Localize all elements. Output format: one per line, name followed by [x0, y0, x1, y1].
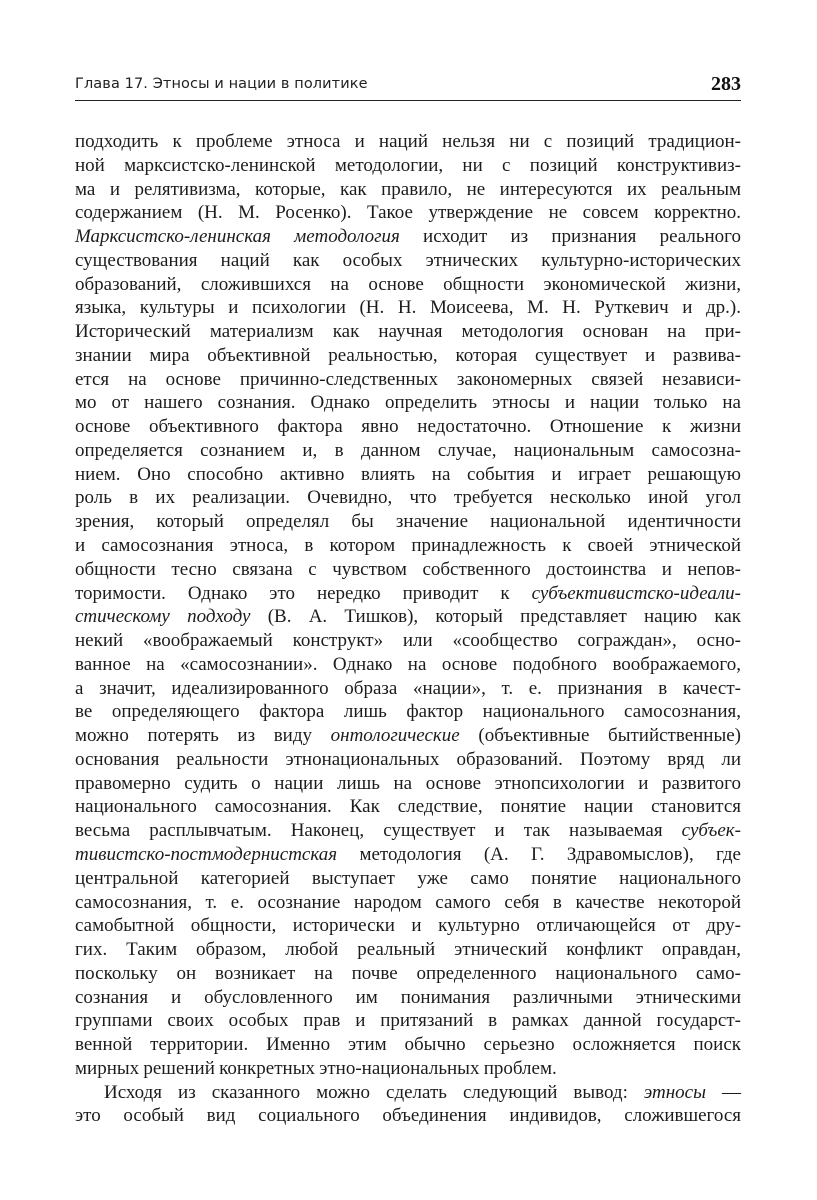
text-run: торимости. Однако это нередко приводит к [75, 582, 532, 604]
text-line [75, 391, 741, 415]
text-run: определяется сознанием и, в данном случае, национальным самосозна- [75, 439, 741, 461]
text-line [75, 296, 741, 320]
text-line [75, 986, 741, 1010]
text-run: основе объективного фактора явно недостаточно. Отношение к жизни [75, 416, 741, 438]
text-line [75, 1033, 741, 1057]
italic-term: Марксистско-ленинская методология [75, 226, 400, 248]
text-run: нием. Оно способно активно влиять на события и играет решающую [75, 463, 741, 485]
text-line [75, 320, 741, 344]
text-line [75, 629, 741, 653]
italic-term: тивистско-постмодернистская [75, 843, 338, 865]
text-run: Исторический материализм как научная методология основан на при- [75, 321, 741, 343]
text-line [75, 1081, 741, 1105]
text-line [75, 605, 741, 629]
text-line [75, 225, 741, 249]
text-line [75, 677, 741, 701]
text-line [75, 463, 741, 487]
text-run: подходить к проблеме этноса и наций нельзя ни с позиций традицион- [75, 131, 741, 152]
running-head [75, 74, 741, 101]
italic-term: субъективистско-идеали- [531, 582, 741, 604]
text-line [75, 795, 741, 819]
text-line [75, 534, 741, 558]
text-run: самосознания, т. е. осознание народом самого себя в качестве некоторой [75, 891, 741, 913]
text-line [75, 1057, 741, 1081]
chapter-title: Глава 17. Этносы и нации в политике [75, 76, 368, 92]
text-run: ется на основе причинно-следственных закономерных связей независи- [75, 368, 741, 390]
text-run: гих. Таким образом, любой реальный этнический конфликт оправдан, [75, 939, 741, 961]
text-run: — [705, 1081, 741, 1103]
text-run: а значит, идеализированного образа «нации», т. е. признания в качест- [75, 677, 741, 699]
text-run: самобытной общности, исторически и культурно отличающейся от дру- [75, 915, 741, 937]
text-run: группами своих особых прав и притязаний в рамках данной государст- [75, 1010, 741, 1032]
text-line [75, 1009, 741, 1033]
text-run: исходит из признания реального [399, 226, 741, 248]
text-run: сознания и обусловленного им понимания различными этническими [75, 986, 741, 1008]
text-run: мирных решений конкретных этно-национальных проблем. [75, 1057, 557, 1079]
text-run: (В. А. Тишков), который представляет нацию как [250, 606, 741, 628]
page-number: 283 [711, 73, 741, 95]
text-line [75, 819, 741, 843]
text-line [75, 273, 741, 297]
text-run: центральной категорией выступает уже само понятие национального [75, 867, 741, 889]
text-line [75, 748, 741, 772]
text-line [75, 510, 741, 534]
text-run: можно потерять из виду [75, 725, 331, 747]
text-line [75, 891, 741, 915]
italic-term: онтологические [330, 725, 460, 747]
body-text [75, 130, 741, 1128]
text-line [75, 772, 741, 796]
text-line [75, 867, 741, 891]
text-line [75, 486, 741, 510]
text-run: общности тесно связана с чувством собственного достоинства и непов- [75, 558, 741, 580]
text-line [75, 1104, 741, 1128]
text-line [75, 914, 741, 938]
text-line [75, 154, 741, 178]
text-run: это особый вид социального объединения индивидов, сложившегося [75, 1105, 741, 1127]
text-line [75, 962, 741, 986]
text-line [75, 724, 741, 748]
text-line [75, 938, 741, 962]
text-line [75, 344, 741, 368]
text-run: поскольку он возникает на почве определенного национального само- [75, 962, 741, 984]
text-line [75, 249, 741, 273]
text-run: венной территории. Именно этим обычно серьезно осложняется поиск [75, 1034, 741, 1056]
text-run: зрения, который определял бы значение национальной идентичности [75, 511, 741, 533]
italic-term: этносы [643, 1081, 706, 1103]
text-run: ванное на «самосознании». Однако на основе подобного воображаемого, [75, 653, 741, 675]
text-run: образований, сложившихся на основе общности экономической жизни, [75, 273, 741, 295]
text-run: мо от нашего сознания. Однако определить этносы и нации только на [75, 392, 741, 414]
text-run: языка, культуры и психологии (Н. Н. Моисеева, М. Н. Руткевич и др.). [75, 297, 741, 319]
text-run: знании мира объективной реальностью, которая существует и развива- [75, 344, 741, 366]
text-line [75, 558, 741, 582]
text-run: Исходя из сказанного можно сделать следующий вывод: [104, 1081, 644, 1103]
text-run: существования наций как особых этнических культурно-исторических [75, 249, 741, 271]
text-line [75, 582, 741, 606]
text-line [75, 178, 741, 202]
text-run: (объективные бытийственные) [459, 725, 742, 747]
text-run: основания реальности этнонациональных образований. Поэтому вряд ли [75, 748, 741, 770]
text-line [75, 843, 741, 867]
text-line [75, 700, 741, 724]
text-line [75, 201, 741, 225]
text-run: национального самосознания. Как следствие, понятие нации становится [75, 796, 741, 818]
italic-term: стическому подходу [75, 606, 251, 628]
text-line [75, 130, 741, 154]
text-line [75, 439, 741, 463]
text-run: роль в их реализации. Очевидно, что требуется несколько иной угол [75, 487, 741, 509]
text-line [75, 368, 741, 392]
text-run: весьма расплывчатым. Наконец, существует и так называемая [75, 820, 682, 842]
text-run: и самосознания этноса, в котором принадлежность к своей этнической [75, 535, 741, 557]
text-line [75, 653, 741, 677]
italic-term: субъек- [681, 820, 741, 842]
text-run: содержанием (Н. М. Росенко). Такое утверждение не совсем корректно. [75, 202, 741, 224]
text-run: методология (А. Г. Здравомыслов), где [337, 843, 741, 865]
text-run: ве определяющего фактора лишь фактор национального самосознания, [75, 701, 741, 723]
text-run: ной марксистско-ленинской методологии, ни с позиций конструктивиз- [75, 154, 741, 176]
text-run: правомерно судить о нации лишь на основе этнопсихологии и развитого [75, 772, 741, 794]
text-run: некий «воображаемый конструкт» или «сообщество сограждан», осно- [75, 630, 741, 652]
text-line [75, 415, 741, 439]
text-run: ма и релятивизма, которые, как правило, не интересуются их реальным [75, 178, 741, 200]
